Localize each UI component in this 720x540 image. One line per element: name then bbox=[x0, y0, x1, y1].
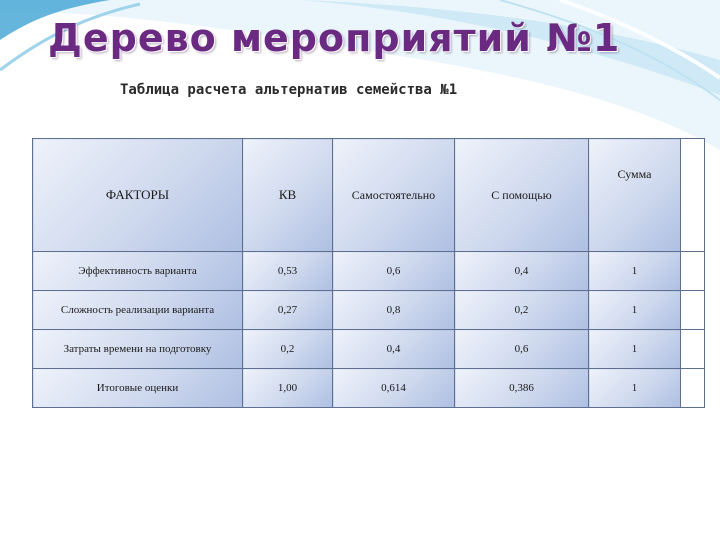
page-title: Дерево мероприятий №1 bbox=[48, 16, 621, 60]
table-row bbox=[33, 330, 705, 369]
independently-cell: 0,6 bbox=[333, 252, 455, 291]
empty-column-cell bbox=[681, 291, 705, 330]
factor-cell: Затраты времени на подготовку bbox=[33, 330, 243, 369]
header-factors: ФАКТОРЫ bbox=[33, 139, 243, 252]
header-with-help: С помощью bbox=[455, 139, 589, 252]
factor-cell: Эффективность варианта bbox=[33, 252, 243, 291]
kv-cell: 1,00 bbox=[243, 369, 333, 408]
kv-cell: 0,27 bbox=[243, 291, 333, 330]
kv-cell: 0,53 bbox=[243, 252, 333, 291]
kv-cell: 0,2 bbox=[243, 330, 333, 369]
alternatives-calculation-table bbox=[32, 138, 705, 408]
with-help-cell: 0,386 bbox=[455, 369, 589, 408]
header-sum: Сумма bbox=[589, 139, 681, 252]
empty-column-cell bbox=[681, 369, 705, 408]
table-row bbox=[33, 252, 705, 291]
table-row-totals bbox=[33, 369, 705, 408]
factor-cell: Итоговые оценки bbox=[33, 369, 243, 408]
independently-cell: 0,4 bbox=[333, 330, 455, 369]
sum-cell: 1 bbox=[589, 252, 681, 291]
sum-cell: 1 bbox=[589, 291, 681, 330]
with-help-cell: 0,6 bbox=[455, 330, 589, 369]
independently-cell: 0,8 bbox=[333, 291, 455, 330]
table-row bbox=[33, 291, 705, 330]
with-help-cell: 0,2 bbox=[455, 291, 589, 330]
sum-cell: 1 bbox=[589, 369, 681, 408]
header-independently: Самостоятельно bbox=[333, 139, 455, 252]
table-header-row bbox=[33, 139, 705, 252]
factor-cell: Сложность реализации варианта bbox=[33, 291, 243, 330]
with-help-cell: 0,4 bbox=[455, 252, 589, 291]
header-kv: КВ bbox=[243, 139, 333, 252]
empty-column-cell bbox=[681, 252, 705, 291]
independently-cell: 0,614 bbox=[333, 369, 455, 408]
empty-column-cell bbox=[681, 139, 705, 252]
sum-cell: 1 bbox=[589, 330, 681, 369]
empty-column-cell bbox=[681, 330, 705, 369]
calculation-table-container bbox=[32, 138, 704, 394]
table-subtitle: Таблица расчета альтернатив семейства №1 bbox=[120, 82, 458, 98]
